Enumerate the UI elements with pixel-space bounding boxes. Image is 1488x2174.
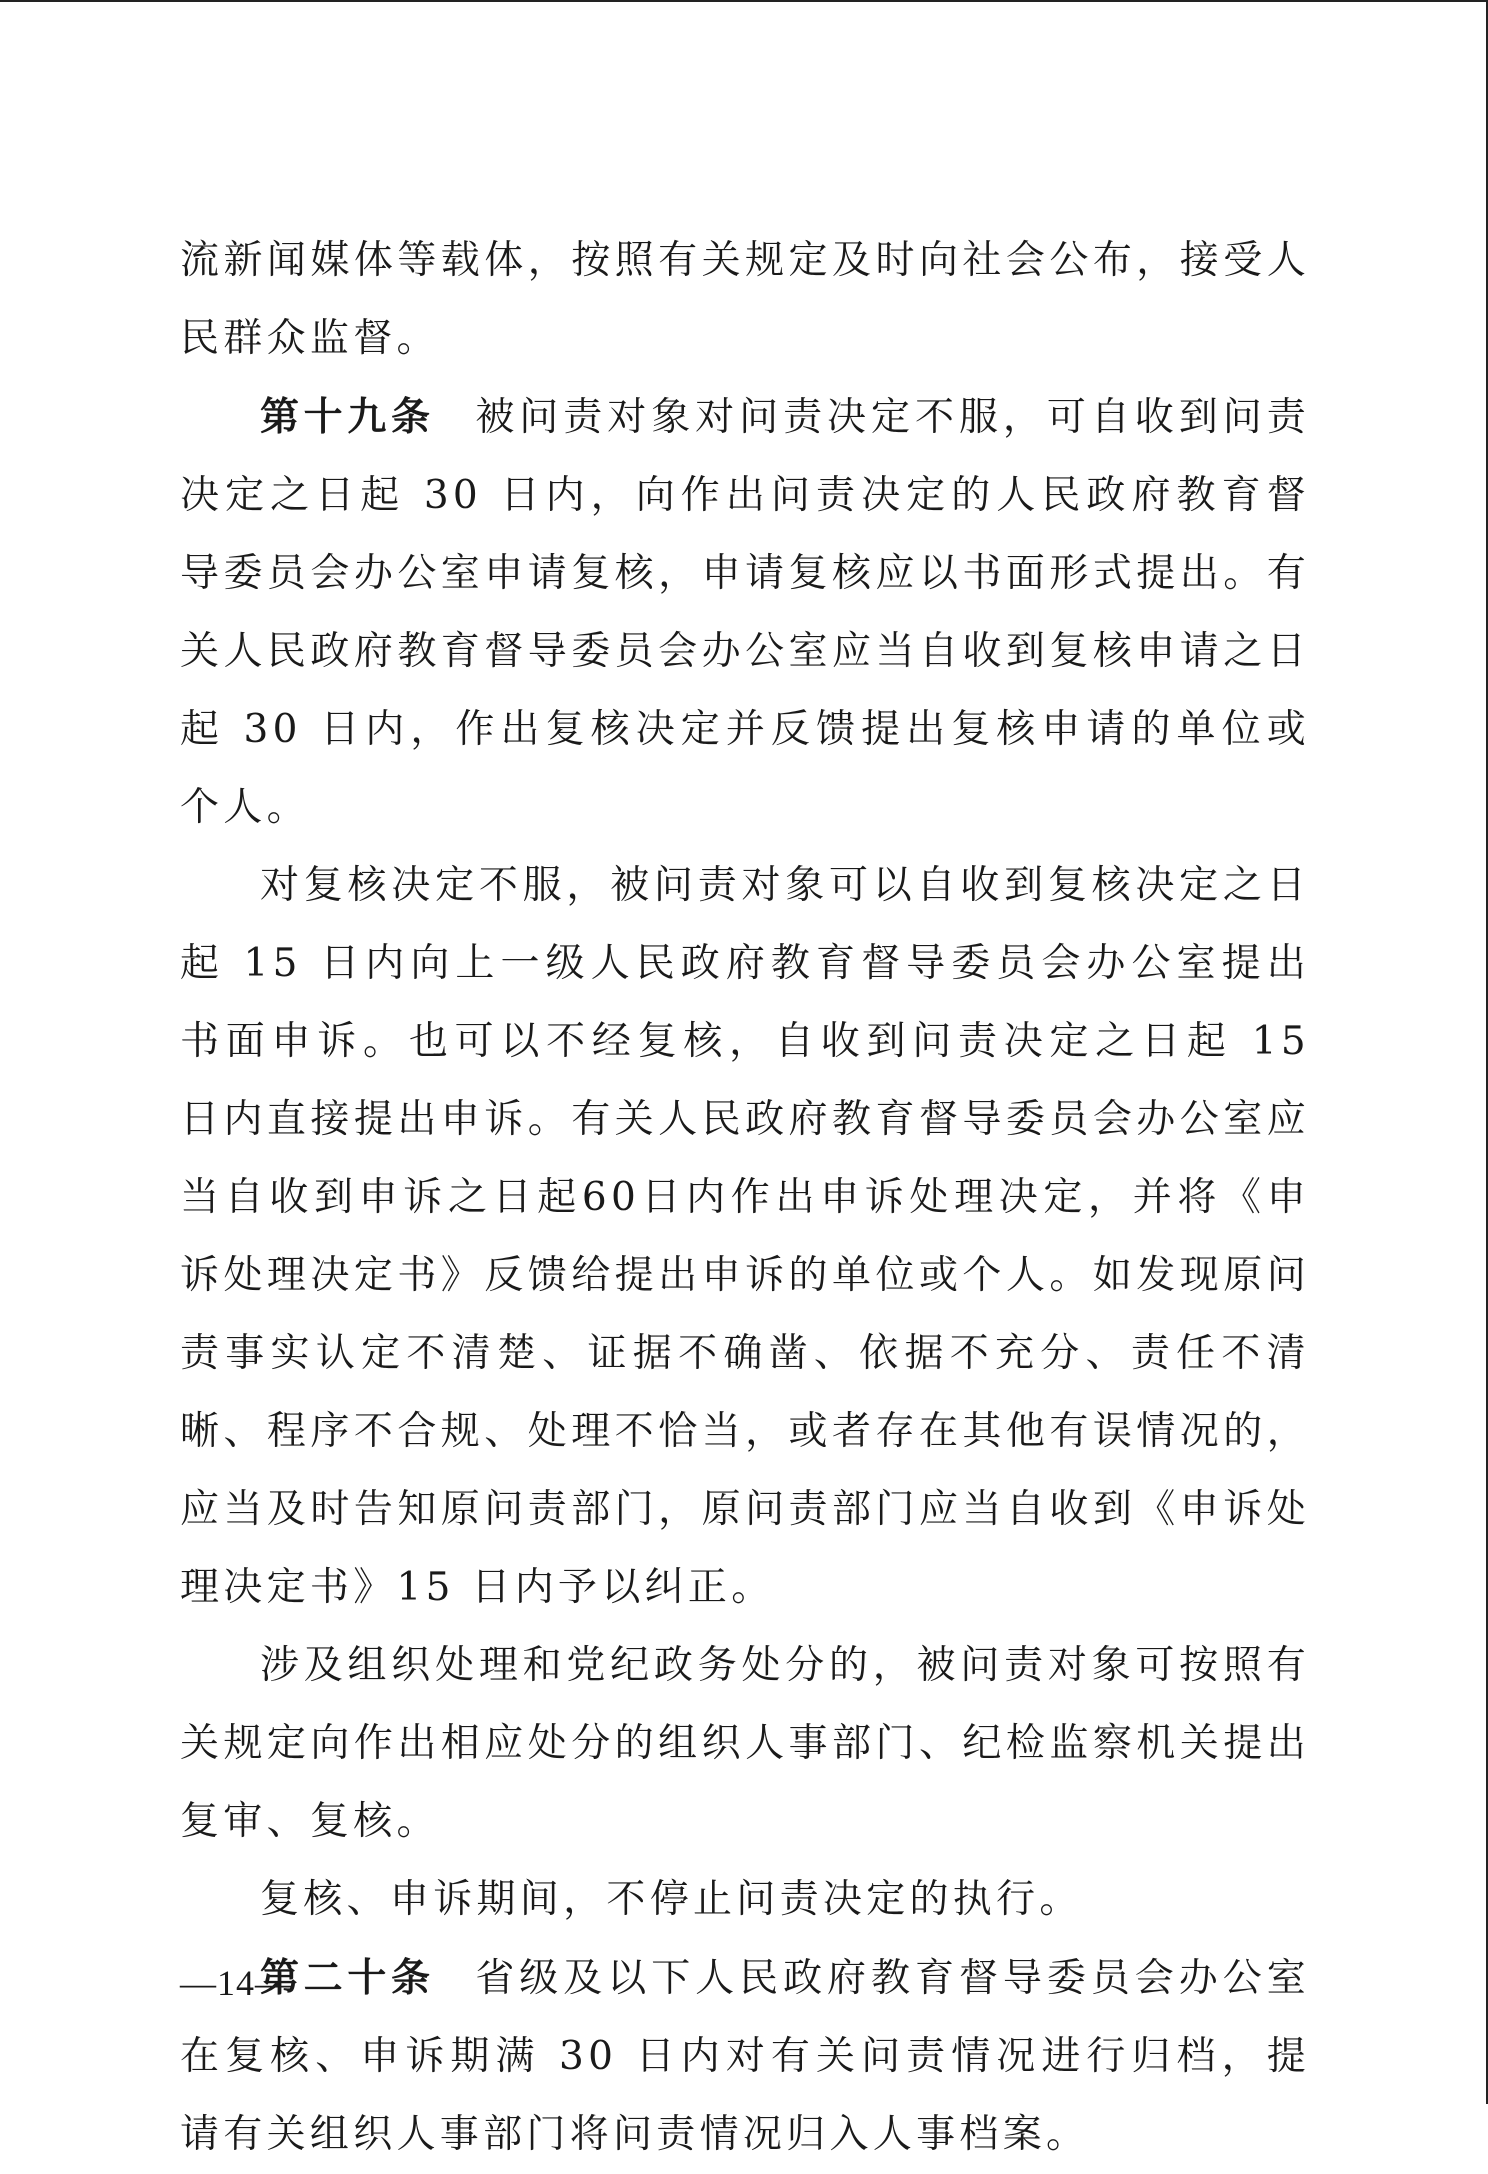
paragraph-discipline	[180, 1627, 1310, 1861]
paragraph-text: 流新闻媒体等载体，按照有关规定及时向社会公布，接受人民群众监督。	[180, 238, 1310, 361]
paragraph-continuation	[180, 222, 1310, 378]
paragraph-article-20	[180, 1939, 1310, 2174]
document-body	[180, 222, 1310, 2174]
paragraph-article-19	[180, 378, 1310, 847]
paragraph-text: 对复核决定不服，被问责对象可以自收到复核决定之日起 15 日内向上一级人民政府教育督导委员会办公室提出书面申诉。也可以不经复核，自收到问责决定之日起 15 日内直接提出申诉。有关人民政府教育督导委员会办公室应当自收到申诉之日起60日内作出申诉处理决定，并将《申诉处理决定书》反馈给提出申诉的单位或个人。如发现原问责事实认定不清楚、证据不确凿、依据不充分、责任不清晰、程序不合规、处理不恰当，或者存在其他有误情况的，应当及时告知原问责部门，原问责部门应当自收到《申诉处理决定书》15 日内予以纠正。	[180, 863, 1310, 1610]
paragraph-text: 涉及组织处理和党纪政务处分的，被问责对象可按照有关规定向作出相应处分的组织人事部门、纪检监察机关提出复审、复核。	[180, 1643, 1310, 1844]
paragraph-text: 复核、申诉期间，不停止问责决定的执行。	[260, 1877, 1083, 1922]
paragraph-text: 省级及以下人民政府教育督导委员会办公室在复核、申诉期满 30 日内对有关问责情况进行归档，提请有关组织人事部门将问责情况归入人事档案。	[180, 1956, 1310, 2157]
paragraph-text: 被问责对象对问责决定不服，可自收到问责决定之日起 30 日内，向作出问责决定的人民政府教育督导委员会办公室申请复核，申请复核应以书面形式提出。有关人民政府教育督导委员会办公室应当自收到复核申请之日起 30 日内，作出复核决定并反馈提出复核申请的单位或个人。	[180, 395, 1310, 830]
article-number: 第二十条	[260, 1955, 435, 2001]
article-number: 第十九条	[260, 394, 435, 440]
paragraph-appeal	[180, 847, 1310, 1627]
page-number: —14—	[180, 1963, 292, 2003]
paragraph-execution	[180, 1861, 1310, 1939]
